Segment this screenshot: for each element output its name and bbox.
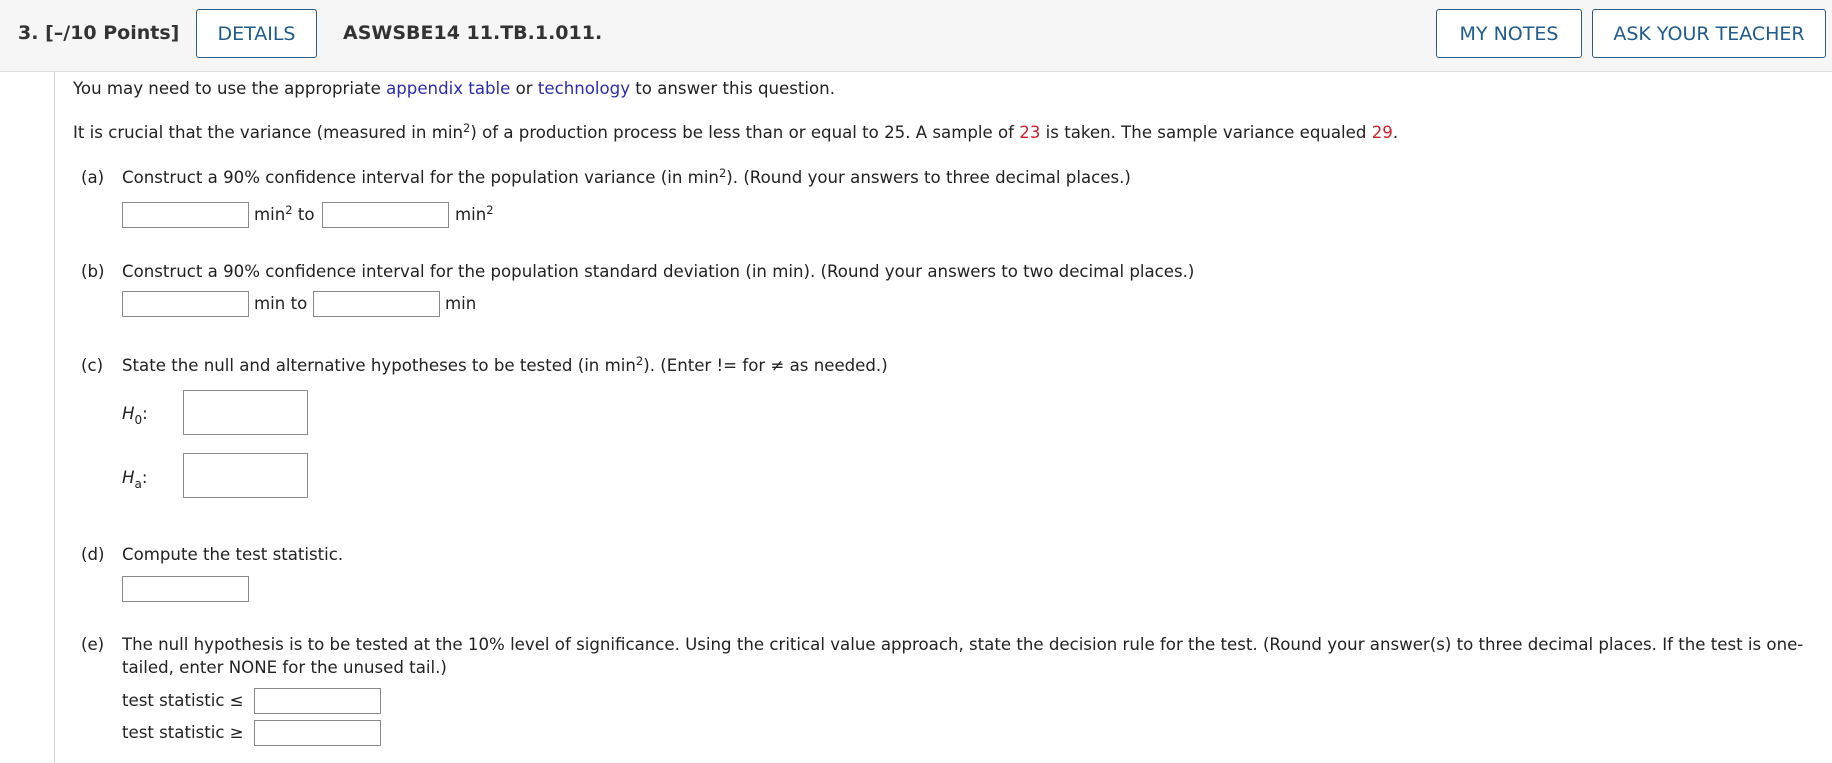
rule-upper-label: test statistic ≥ — [122, 723, 244, 742]
sample-size-value: 23 — [1019, 123, 1041, 142]
critical-value-upper-input[interactable] — [254, 720, 381, 746]
problem-superscript: 2 — [463, 121, 471, 135]
problem-text-2: ) of a production process be less than or equal to 25. A sample of — [470, 123, 1020, 142]
critical-value-lower-input[interactable] — [254, 688, 381, 714]
h0-letter: H — [122, 404, 135, 423]
ask-your-teacher-button[interactable]: ASK YOUR TEACHER — [1592, 9, 1826, 58]
part-a-label: (a) — [81, 168, 105, 187]
sd-ci-lower-input[interactable] — [122, 291, 249, 317]
details-button[interactable]: DETAILS — [196, 9, 317, 58]
part-a-unit-1-text: min — [254, 205, 286, 224]
h0-colon: : — [142, 404, 148, 423]
part-c-superscript: 2 — [635, 354, 644, 368]
part-a-superscript: 2 — [718, 166, 727, 180]
alternative-hypothesis-input[interactable] — [183, 453, 308, 498]
alternative-hypothesis-label — [122, 468, 148, 491]
part-a-question — [122, 167, 1131, 189]
question-left-border — [54, 72, 55, 763]
part-e-question-line-2: tailed, enter NONE for the unused tail.) — [122, 658, 447, 677]
part-a-text-1: Construct a 90% confidence interval for the population variance (in min — [122, 168, 719, 187]
part-a-connector: to — [292, 205, 315, 224]
part-a-unit-1-sup: 2 — [285, 203, 293, 217]
question-points — [18, 22, 179, 44]
ha-letter: H — [122, 468, 135, 487]
part-a-unit-2-text: min — [455, 205, 487, 224]
test-statistic-input[interactable] — [122, 576, 249, 602]
ha-subscript: a — [134, 477, 142, 491]
h0-subscript: 0 — [134, 413, 143, 427]
part-e-label: (e) — [81, 635, 105, 654]
part-c-text-2: ). (Enter != for ≠ as needed.) — [643, 356, 888, 375]
part-c-label: (c) — [81, 356, 104, 375]
problem-text-1: It is crucial that the variance (measured in min — [73, 123, 463, 142]
intro-suffix: to answer this question. — [630, 79, 835, 98]
sd-ci-upper-input[interactable] — [313, 291, 440, 317]
intro-prefix: You may need to use the appropriate — [73, 79, 387, 98]
intro-text — [73, 78, 835, 100]
part-b-unit-1: min to — [254, 294, 308, 313]
part-c-question — [122, 355, 888, 377]
part-b-unit-2: min — [445, 294, 477, 313]
problem-text-4: . — [1392, 123, 1399, 142]
rule-lower-label: test statistic ≤ — [122, 691, 244, 710]
part-e-question-line-1: The null hypothesis is to be tested at the 10% level of significance. Using the critical value approach, state the decision rule for the test. (Round your answer(s) to three decimal places. If the test is one- — [122, 635, 1804, 654]
part-d-label: (d) — [81, 545, 105, 564]
part-b-label: (b) — [81, 262, 105, 281]
variance-ci-upper-input[interactable] — [322, 202, 449, 228]
part-b-question: Construct a 90% confidence interval for the population standard deviation (in min). (Round your answers to two decimal places.) — [122, 262, 1195, 281]
points-label: [–/10 Points] — [45, 22, 180, 44]
intro-or: or — [510, 79, 538, 98]
part-a-unit-1 — [254, 204, 315, 226]
part-c-text-1: State the null and alternative hypotheses to be tested (in min — [122, 356, 636, 375]
part-d-question: Compute the test statistic. — [122, 545, 344, 564]
sample-variance-value: 29 — [1371, 123, 1393, 142]
variance-ci-lower-input[interactable] — [122, 202, 249, 228]
null-hypothesis-label — [122, 404, 148, 427]
technology-link[interactable]: technology — [537, 79, 631, 98]
problem-statement — [73, 122, 1398, 144]
null-hypothesis-input[interactable] — [183, 390, 308, 435]
part-a-unit-2-sup: 2 — [486, 203, 494, 217]
ha-colon: : — [141, 468, 148, 487]
question-code: ASWSBE14 11.TB.1.011. — [343, 22, 603, 44]
question-header — [0, 0, 1832, 72]
problem-text-3: is taken. The sample variance equaled — [1040, 123, 1372, 142]
part-a-unit-2 — [455, 204, 494, 226]
my-notes-button[interactable]: MY NOTES — [1436, 9, 1582, 58]
appendix-table-link[interactable]: appendix table — [386, 79, 511, 98]
question-number: 3. — [18, 22, 39, 44]
part-a-text-2: ). (Round your answers to three decimal places.) — [726, 168, 1131, 187]
